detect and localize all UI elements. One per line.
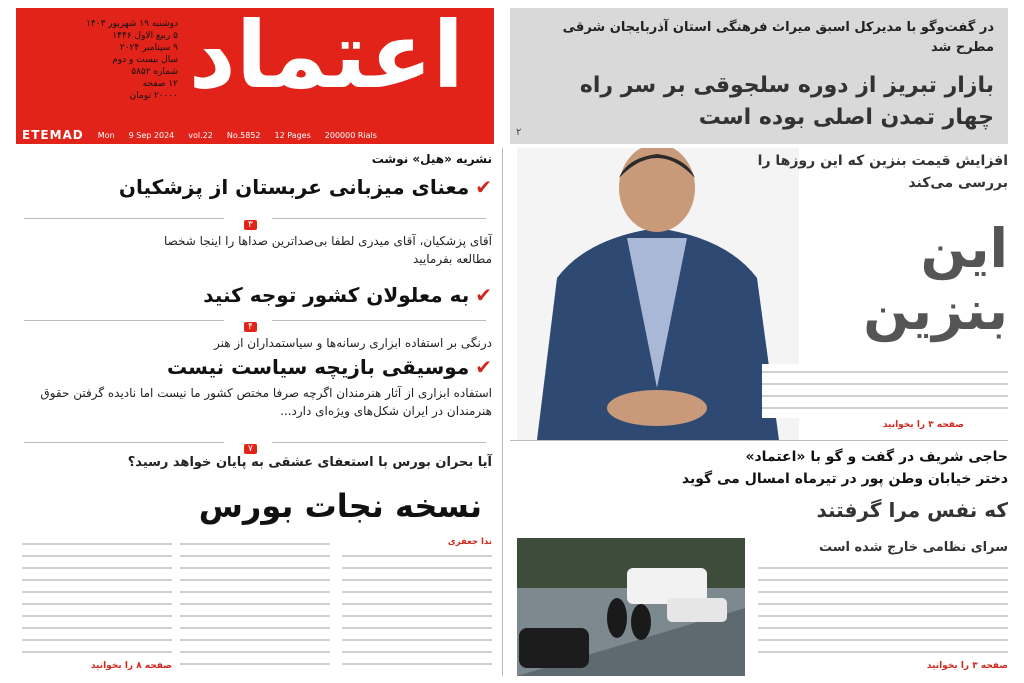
story2-sub: آقای پزشکیان، آقای میدری لطفا بی‌صداترین صداها را اینجا شخصا مطالعه بفرمایید bbox=[163, 234, 492, 266]
story5-body bbox=[758, 560, 1008, 672]
petrol-body bbox=[762, 364, 1008, 418]
masthead-info-strip bbox=[16, 126, 494, 144]
page-ref-number: ۷ bbox=[244, 444, 257, 454]
date-line: دوشنبه ۱۹ شهریور ۱۴۰۳ bbox=[86, 19, 178, 29]
strip-item: vol.22 bbox=[188, 130, 213, 140]
masthead-brand: ETEMAD bbox=[22, 128, 84, 142]
story4-ref[interactable]: صفحه ۸ را بخوانید bbox=[90, 661, 172, 671]
top-story-box bbox=[510, 8, 1008, 144]
text-lines bbox=[22, 536, 172, 660]
text-lines bbox=[180, 536, 330, 674]
story2-title: به معلولان کشور توجه کنید bbox=[203, 283, 470, 307]
masthead-logo: اعتماد bbox=[188, 2, 464, 109]
page-number: ۲ bbox=[516, 127, 522, 138]
divider bbox=[272, 218, 486, 219]
top-story-headline: بازار تبریز از دوره سلجوقی بر سر راه چهار تمدن اصلی بوده است bbox=[579, 73, 994, 130]
story5-headline[interactable]: که نفس مرا گرفتند bbox=[816, 498, 1008, 522]
story3-body: استفاده ابزاری از آثار هنرمندان اگرچه صرفا مختص کشور ما نیست اما نادیده گرفتن حقوق هنرمندان در ایران شکل‌های ویژه‌ای دارد... bbox=[40, 386, 492, 418]
check-icon: ✔ bbox=[475, 355, 492, 379]
date-line: ۲۰۰۰۰ تومان bbox=[129, 91, 178, 101]
divider bbox=[24, 320, 224, 321]
story1-kicker: نشریه «هیل» نوشت bbox=[371, 152, 492, 166]
strip-item: No.5852 bbox=[226, 130, 261, 140]
story1-title: معنای میزبانی عربستان از پزشکیان bbox=[118, 175, 470, 199]
story4-headline[interactable]: نسخه نجات بورس bbox=[198, 487, 482, 525]
divider bbox=[272, 442, 486, 443]
divider bbox=[24, 442, 224, 443]
story4-column-3 bbox=[22, 536, 172, 672]
story5-kicker-line1: حاجی شریف در گفت و گو با «اعتماد» bbox=[745, 449, 1008, 465]
story3-headline[interactable] bbox=[52, 354, 492, 380]
petrol-kicker: افزایش قیمت بنزین که این روزها را بررسی می‌کند bbox=[757, 153, 1008, 191]
column-divider bbox=[502, 148, 503, 676]
divider bbox=[24, 218, 224, 219]
top-story-intro: در گفت‌وگو با مدیرکل اسبق میراث فرهنگی استان آذربایجان شرقی مطرح شد bbox=[562, 20, 994, 55]
story4-column-1 bbox=[342, 536, 492, 668]
story4-column-2 bbox=[180, 536, 330, 674]
strip-item: 200000 Rials bbox=[324, 130, 377, 140]
street-photo bbox=[517, 538, 745, 676]
date-line: ۱۲ صفحه bbox=[142, 79, 178, 89]
story5-page-ref[interactable]: صفحه ۳ را بخوانید bbox=[926, 661, 1008, 671]
strip-item: 9 Sep 2024 bbox=[128, 130, 175, 140]
date-line: سال بیست و دوم bbox=[112, 55, 178, 65]
page-ref bbox=[244, 436, 257, 455]
street-illustration bbox=[517, 538, 745, 676]
story3-title: موسیقی بازیچه سیاست نیست bbox=[166, 355, 470, 379]
masthead-date-block bbox=[28, 18, 178, 102]
date-line: ۵ ربیع الاول ۱۴۴۶ bbox=[112, 31, 178, 41]
petrol-page-ref[interactable]: صفحه ۳ را بخوانید bbox=[882, 420, 964, 430]
text-lines bbox=[342, 548, 492, 668]
story4-author: ندا جعفری bbox=[447, 537, 492, 547]
story1-headline[interactable] bbox=[32, 174, 492, 200]
story5-sub: سرای نظامی خارج شده است bbox=[818, 540, 1008, 555]
masthead bbox=[16, 2, 494, 144]
page-ref-number: ۳ bbox=[244, 220, 257, 230]
divider bbox=[510, 440, 1008, 441]
story5-kicker-line2: دختر خیابان وطن پور در تیرماه امسال می گوید bbox=[681, 471, 1008, 487]
check-icon: ✔ bbox=[475, 175, 492, 199]
petrol-headline[interactable]: این بنزین bbox=[863, 217, 1008, 342]
page-ref bbox=[244, 212, 257, 231]
story3-sub: درنگی بر استفاده ابزاری رسانه‌ها و سیاستمداران از هنر bbox=[213, 336, 492, 350]
text-lines bbox=[762, 364, 1008, 418]
story5-kicker bbox=[528, 446, 1008, 490]
date-line: ۹ سپتامبر ۲۰۲۴ bbox=[119, 43, 178, 53]
page-ref-number: ۴ bbox=[244, 322, 257, 332]
story2-headline[interactable] bbox=[72, 282, 492, 308]
strip-item: Mon bbox=[97, 130, 115, 140]
text-lines bbox=[758, 560, 1008, 660]
divider bbox=[272, 320, 486, 321]
date-line: شماره ۵۸۵۲ bbox=[131, 67, 178, 77]
check-icon: ✔ bbox=[475, 283, 492, 307]
story4-sub: آیا بحران بورس با استعفای عشقی به پایان خواهد رسید؟ bbox=[127, 455, 492, 470]
page-ref bbox=[244, 314, 257, 333]
strip-item: 12 Pages bbox=[274, 130, 311, 140]
